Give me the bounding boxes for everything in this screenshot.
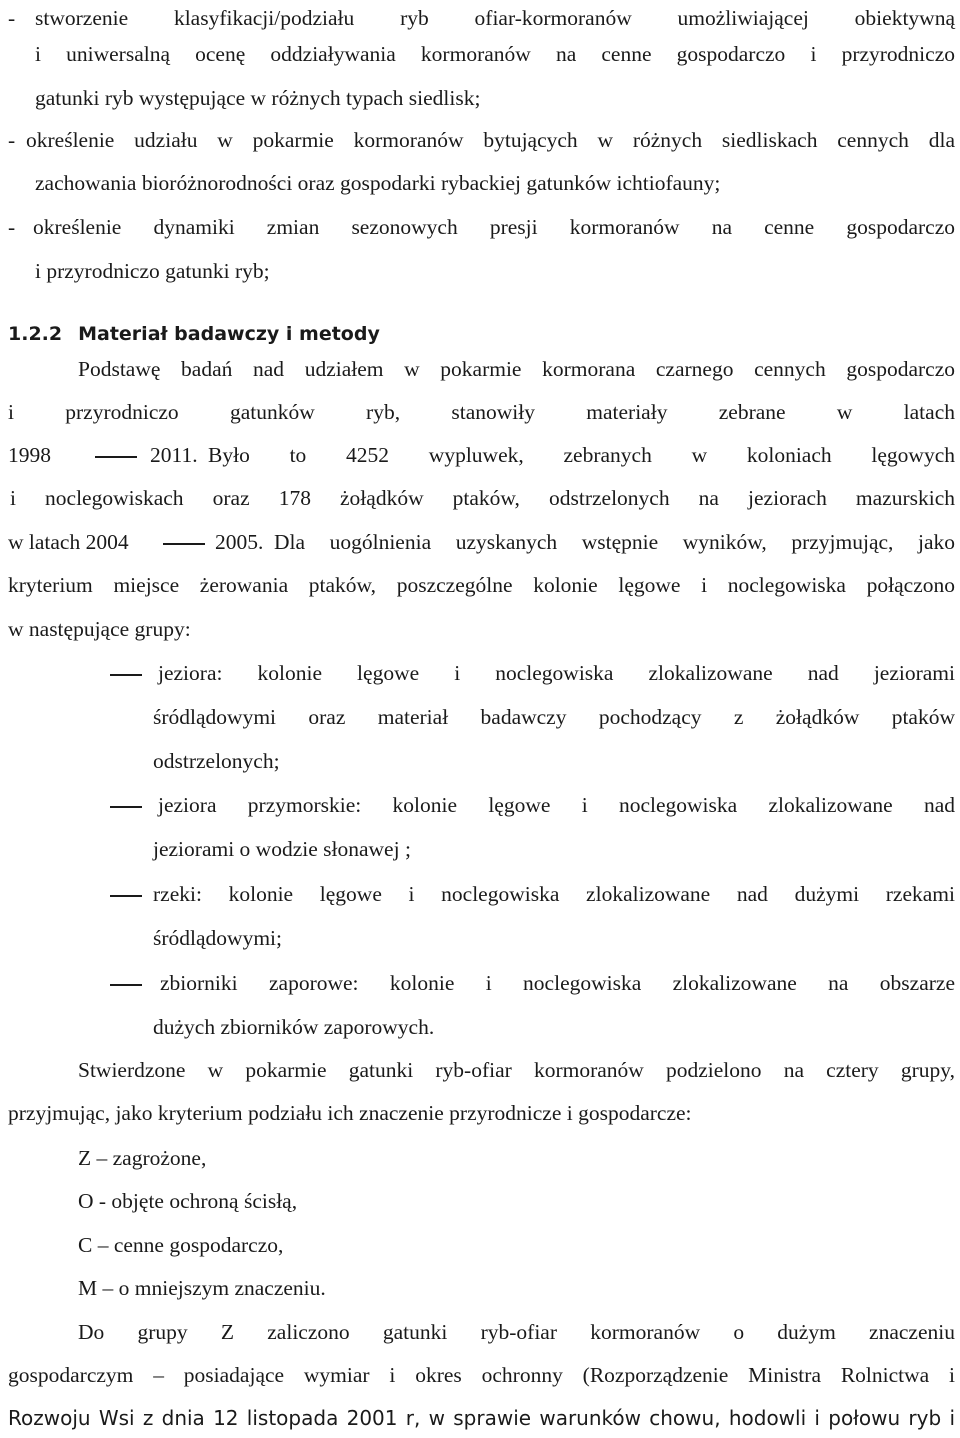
paragraph-line: w latach 2004 2005. Dla uogólnienia uzyskanych wstępnie wyników, przyjmując, jako xyxy=(8,530,955,554)
dash-bullet xyxy=(110,806,142,808)
group-line: jeziora: kolonie lęgowe i noclegowiska zlokalizowane nad jeziorami xyxy=(158,661,955,685)
list-line: stworzenie klasyfikacji/podziału ryb ofiar-kormoranów umożliwiającej obiektywną xyxy=(35,6,955,30)
list-line: zachowania bioróżnorodności oraz gospodarki rybackiej gatunków ichtiofauny; xyxy=(35,171,721,195)
category-item: M – o mniejszym znaczeniu. xyxy=(78,1276,326,1300)
list-line: gatunki ryb występujące w różnych typach siedlisk; xyxy=(35,86,481,110)
list-marker: - xyxy=(8,6,16,30)
list-line: określenie dynamiki zmian sezonowych presji kormoranów na cenne gospodarczo xyxy=(33,215,955,239)
paragraph-line: przyjmując, jako kryterium podziału ich znaczenie przyrodnicze i gospodarcze: xyxy=(8,1101,692,1125)
group-line: odstrzelonych; xyxy=(153,749,280,773)
list-line: określenie udziału w pokarmie kormoranów bytujących w różnych siedliskach cennych dla xyxy=(26,128,955,152)
dash-bullet xyxy=(110,984,142,986)
dash-bullet xyxy=(110,895,142,897)
list-marker: - xyxy=(8,215,16,239)
list-marker: - xyxy=(8,128,16,152)
paragraph-line: i przyrodniczo gatunków ryb, stanowiły materiały zebrane w latach xyxy=(8,400,955,424)
group-line: śródlądowymi oraz materiał badawczy pochodzący z żołądków ptaków xyxy=(153,705,955,729)
group-line: rzeki: kolonie lęgowe i noclegowiska zlokalizowane nad dużymi rzekami xyxy=(153,882,955,906)
section-number: 1.2.2 xyxy=(8,323,63,345)
list-line: i przyrodniczo gatunki ryb; xyxy=(35,259,270,283)
group-line: śródlądowymi; xyxy=(153,926,282,950)
group-line: dużych zbiorników zaporowych. xyxy=(153,1015,435,1039)
group-line: jeziora przymorskie: kolonie lęgowe i noclegowiska zlokalizowane nad xyxy=(158,793,955,817)
paragraph-line: Podstawę badań nad udziałem w pokarmie kormorana czarnego cennych gospodarczo xyxy=(78,357,955,381)
dash-bullet xyxy=(110,674,142,676)
paragraph-line: w następujące grupy: xyxy=(8,617,191,641)
group-line: jeziorami o wodzie słonawej ; xyxy=(153,837,411,861)
group-line: zbiorniki zaporowe: kolonie i noclegowiska zlokalizowane na obszarze xyxy=(160,971,955,995)
paragraph-line: 1998 2011. Było to 4252 wypluwek, zebranych w koloniach lęgowych xyxy=(8,443,955,467)
paragraph-line: gospodarczym – posiadające wymiar i okres ochronny (Rozporządzenie Ministra Rolnictwa i xyxy=(8,1363,955,1387)
paragraph-line: i noclegowiskach oraz 178 żołądków ptaków, odstrzelonych na jeziorach mazurskich xyxy=(10,486,955,510)
category-item: O - objęte ochroną ścisłą, xyxy=(78,1189,298,1213)
paragraph-line: kryterium miejsce żerowania ptaków, poszczególne kolonie lęgowe i noclegowiska połączono xyxy=(8,573,955,597)
category-item: C – cenne gospodarczo, xyxy=(78,1233,284,1257)
section-title: Materiał badawczy i metody xyxy=(78,323,380,345)
paragraph-line: Rozwoju Wsi z dnia 12 listopada 2001 r, w sprawie warunków chowu, hodowli i połowu ryb i xyxy=(8,1406,955,1430)
list-line: i uniwersalną ocenę oddziaływania kormoranów na cenne gospodarczo i przyrodniczo xyxy=(35,42,955,66)
paragraph-line: Stwierdzone w pokarmie gatunki ryb-ofiar kormoranów podzielono na cztery grupy, xyxy=(78,1058,955,1082)
paragraph-line: Do grupy Z zaliczono gatunki ryb-ofiar kormoranów o dużym znaczeniu xyxy=(78,1320,955,1344)
section-heading xyxy=(8,314,708,354)
category-item: Z – zagrożone, xyxy=(78,1146,207,1170)
